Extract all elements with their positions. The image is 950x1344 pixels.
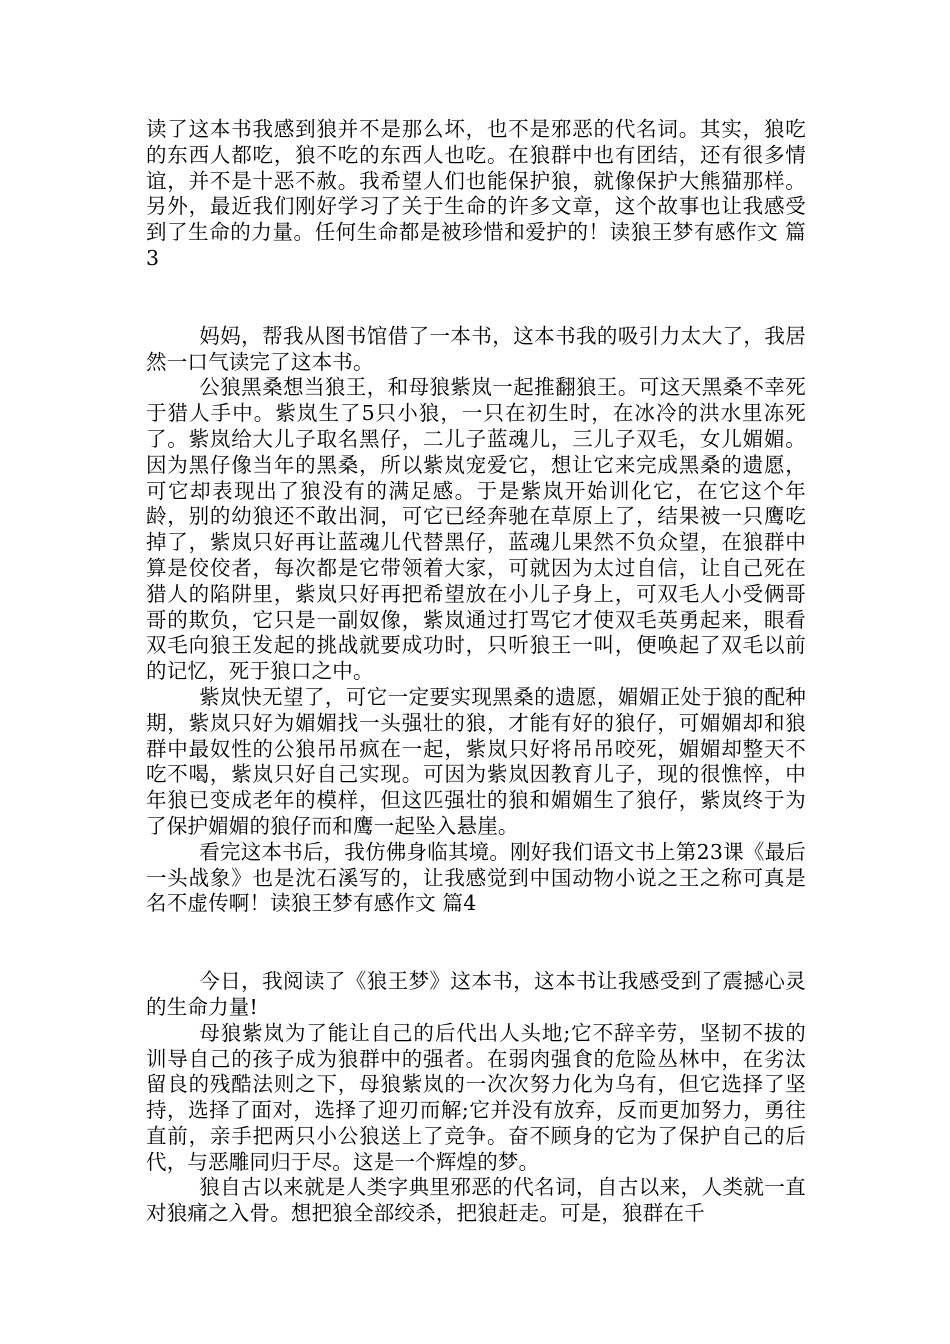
paragraph-review-3-meimei: 紫岚快无望了，可它一定要实现黑桑的遗愿，媚媚正处于狼的配种期，紫岚只好为媚媚找一头强壮的狼，才能有好的狼仔，可媚媚却和狼群中最奴性的公狼吊吊疯在一起，紫岚只好将吊吊咬死，媚媚却整天不吃不喝，紫岚只好自己实现。可因为紫岚因教育儿子，现的很憔悴，中年狼已变成老年的模样，但这匹强壮的狼和媚媚生了狼仔，紫岚终于为了保护媚媚的狼仔而和鹰一起坠入悬崖。 bbox=[146, 684, 806, 838]
section-gap bbox=[146, 917, 806, 969]
paragraph-review-4-intro: 今日，我阅读了《狼王梦》这本书，这本书让我感受到了震撼心灵的生命力量! bbox=[146, 969, 806, 1019]
paragraph-review-3-story: 公狼黑桑想当狼王，和母狼紫岚一起推翻狼王。可这天黑桑不幸死于猎人手中。紫岚生了5只小狼，一只在初生时，在冰冷的洪水里冻死了。紫岚给大儿子取名黑仔，二儿子蓝魂儿，三儿子双毛，女儿媚媚。因为黑仔像当年的黑桑，所以紫岚宠爱它，想让它来完成黑桑的遗愿，可它却表现出了狼没有的满足感。于是紫岚开始训化它，在它这个年龄，别的幼狼还不敢出洞，可它已经奔驰在草原上了，结果被一只鹰吃掉了，紫岚只好再让蓝魂儿代替黑仔，蓝魂儿果然不负众望，在狼群中算是佼佼者，每次都是它带领着大家，可就因为太过自信，让自己死在猎人的陷阱里，紫岚只好再把希望放在小儿子身上，可双毛人小受俩哥哥的欺负，它只是一副奴像，紫岚通过打骂它才使双毛英勇起来，眼看双毛向狼王发起的挑战就要成功时，只听狼王一叫，便唤起了双毛以前的记忆，死于狼口之中。 bbox=[146, 375, 806, 684]
paragraph-review-4-zilan: 母狼紫岚为了能让自己的后代出人头地;它不辞辛劳，坚韧不拔的训导自己的孩子成为狼群中的强者。在弱肉强食的危险丛林中，在劣汰留良的残酷法则之下，母狼紫岚的一次次努力化为乌有，但它选择了坚持，选择了面对，选择了迎刃而解;它并没有放弃，反而更加努力，勇往直前，亲手把两只小公狼送上了竞争。奋不顾身的它为了保护自己的后代，与恶雕同归于尽。这是一个辉煌的梦。 bbox=[146, 1020, 806, 1174]
paragraph-review-3-intro: 妈妈，帮我从图书馆借了一本书，这本书我的吸引力太大了，我居然一口气读完了这本书。 bbox=[146, 323, 806, 374]
paragraph-review-2-ending: 读了这本书我感到狼并不是那么坏，也不是邪恶的代名词。其实，狼吃的东西人都吃，狼不吃的东西人也吃。在狼群中也有团结，还有很多情谊，并不是十恶不赦。我希望人们也能保护狼，就像保护大熊猫那样。另外，最近我们刚好学习了关于生命的许多文章，这个故事也让我感受到了生命的力量。任何生命都是被珍惜和爱护的！读狼王梦有感作文 篇3 bbox=[146, 117, 806, 270]
document-body bbox=[146, 117, 806, 1227]
paragraph-review-4-wolves: 狼自古以来就是人类字典里邪恶的代名词，自古以来，人类就一直对狼痛之入骨。想把狼全部绞杀，把狼赶走。可是，狼群在千 bbox=[146, 1175, 806, 1226]
section-gap bbox=[146, 272, 806, 324]
paragraph-review-3-conclusion: 看完这本书后，我仿佛身临其境。刚好我们语文书上第23课《最后一头战象》也是沈石溪写的，让我感觉到中国动物小说之王之称可真是名不虚传啊！读狼王梦有感作文 篇4 bbox=[146, 839, 806, 916]
